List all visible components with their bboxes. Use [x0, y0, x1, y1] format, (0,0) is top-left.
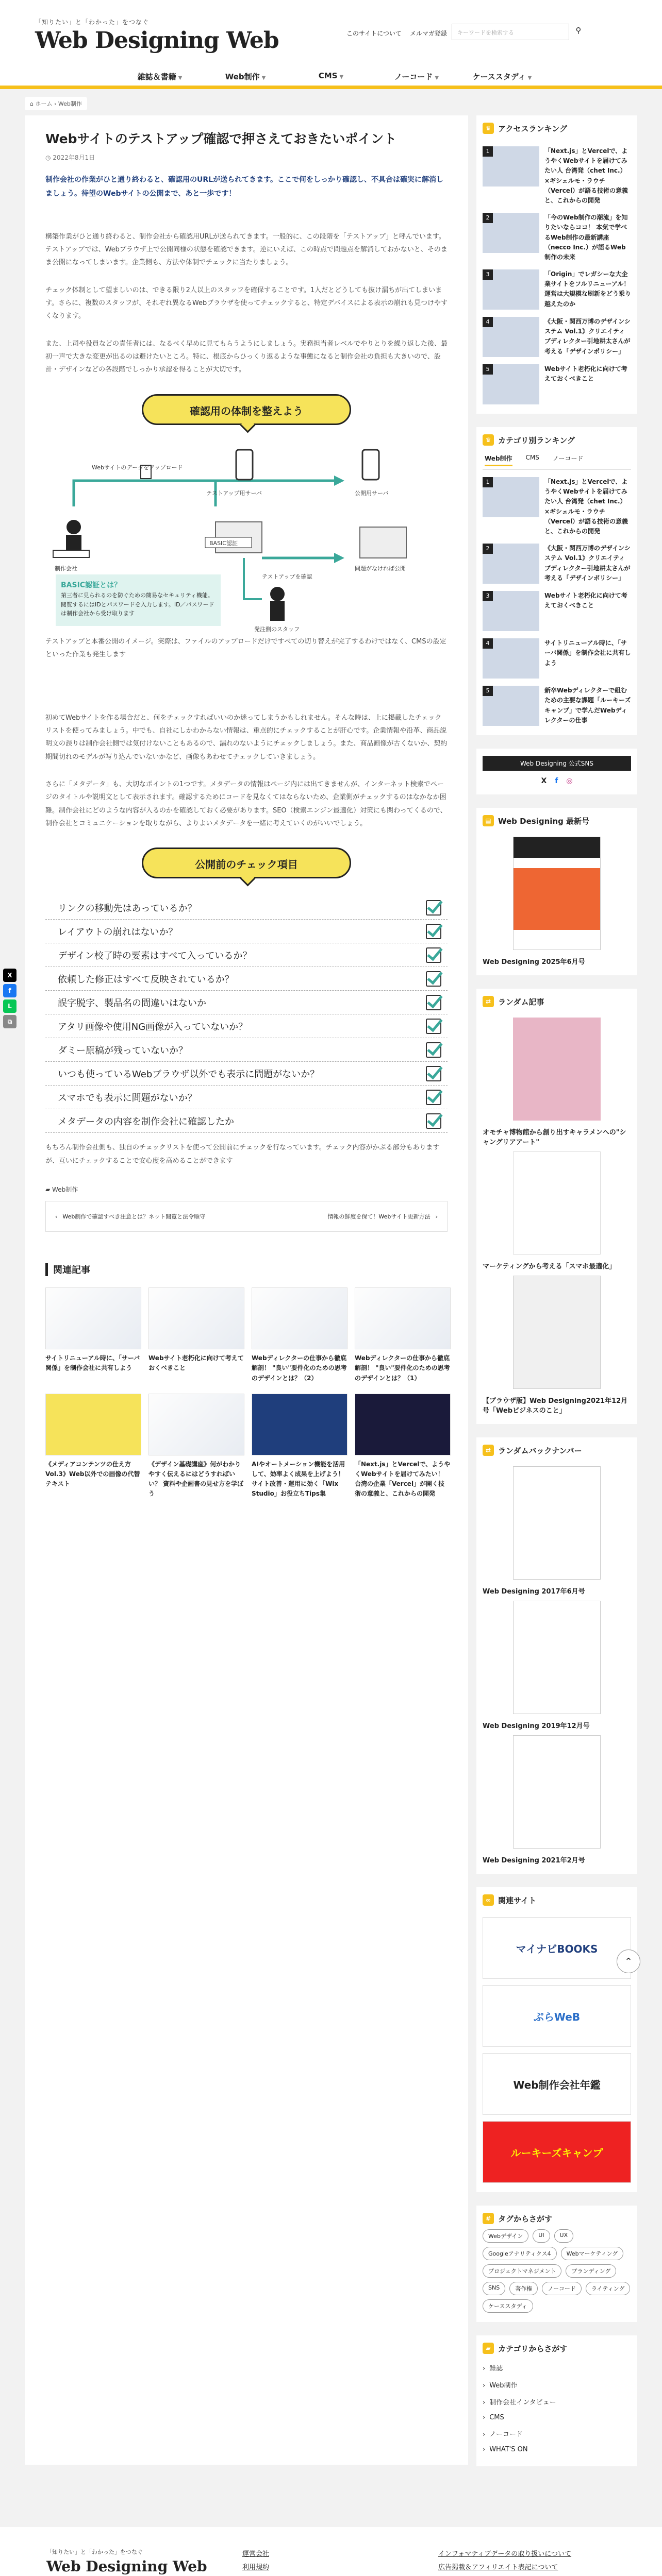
related-item[interactable] [355, 1287, 451, 1383]
tab-webdev[interactable]: Web制作 [485, 454, 512, 466]
magazine-cover[interactable] [513, 837, 601, 950]
related-thumbnail [148, 1394, 244, 1455]
instagram-icon[interactable]: ◎ [566, 777, 573, 786]
check-text: リンクの移動先はあっているか？ [58, 903, 197, 914]
nav-cms[interactable] [288, 68, 374, 88]
related-caption: Webディレクターの仕事から徹底解剖！ "良い"要件化のための思考のデザインとは？（1） [355, 1354, 450, 1382]
footer-link[interactable]: 広告掲載＆アフィリエイト表記について [438, 2564, 558, 2571]
tag-chip[interactable]: Webマーケティング [561, 2247, 624, 2260]
ranking-thumbnail [483, 269, 539, 310]
breadcrumb: ⌂ ホーム › Web制作 [25, 97, 87, 110]
sns-label: Web Designing 公式SNS [483, 756, 631, 771]
sns-icons [483, 777, 631, 785]
random-articles [476, 989, 637, 1424]
magazine-cover[interactable] [513, 1601, 601, 1714]
chevron-down-icon: ▼ [261, 75, 266, 81]
ranking-title: 「Next.js」とVercelで、ようやくWebサイトを届けてみたい人 台湾発（chet Inc.）×ギシェルモ・ラウチ（Vercel）が語る技術の意義と、これからの開発 [544, 478, 628, 535]
section-heading-pill: 確認用の体制を整えよう [142, 394, 351, 425]
rank-number: 1 [483, 477, 493, 487]
ranking-thumbnail [483, 477, 539, 517]
rank-number: 4 [483, 638, 493, 649]
prev-title: Web制作で確認すべき注意とは？ネット閲覧と法令順守 [62, 1213, 206, 1221]
paragraph: また、上司や役員などの責任者には、なるべく早めに見てもらうようにしましょう。実務担当者レベルでやりとりを繰り返した後、最初一声で大きな変更が出るのは避けたいところ。特に、根底からひっくり返るような事態になると制作会社の負担も大きいので、設計・デザインなどの各段階でしっかり承認を得ることが大切です。 [45, 340, 448, 374]
category-list [483, 2359, 631, 2457]
checkbox-checked-icon [426, 995, 441, 1010]
check-text: デザイン校了時の要素はすべて入っているか？ [58, 950, 252, 961]
footer-links-right [438, 2548, 571, 2576]
checklist-item [45, 1109, 448, 1133]
site-header [0, 0, 662, 81]
copy-link-icon[interactable]: ⧉ [3, 1015, 16, 1028]
partner-banner[interactable]: ルーキーズキャンプ [483, 2121, 631, 2183]
global-nav [0, 68, 662, 88]
ranking-title: 「今のWeb制作の潮流」を知りたいならココ！ 本気で学べるWeb制作の最新講座（necco Inc.）が語るWeb制作の未来 [544, 214, 628, 261]
paragraph: もちろん制作会社側も、独自のチェックリストを使って公開前にチェックを行なっています。チェック内容がかぶる部分もありますが、互いにチェックすることで安心度を高めることができます [45, 1144, 440, 1165]
label-public-server: 公開用サーバ [355, 489, 389, 497]
checkbox-checked-icon [426, 947, 441, 963]
category-tabs [483, 451, 631, 470]
random-backnumbers [476, 1437, 637, 1874]
checkbox-checked-icon [426, 1113, 441, 1129]
article-thumbnail[interactable] [513, 1276, 601, 1389]
x-share-icon[interactable]: X [3, 969, 16, 982]
chevron-down-icon: ▼ [435, 75, 439, 81]
crown-icon: ♛ [483, 123, 494, 134]
label-test-server: テストアップ用サーバ [206, 489, 262, 497]
nav-nocode[interactable] [374, 68, 459, 88]
check-text: スマホでも表示に問題がないか？ [58, 1092, 197, 1104]
book-icon: ▤ [483, 815, 494, 826]
chevron-down-icon: ▼ [178, 75, 183, 81]
category-tag [45, 1185, 448, 1194]
tab-cms[interactable]: CMS [525, 454, 539, 462]
related-caption: サイトリニューアル時に、「サーバ関係」を制作会社に共有しよう [45, 1354, 140, 1372]
tag-chip[interactable]: プロジェクトマネジメント [483, 2264, 561, 2278]
heading-text: カテゴリからさがす [498, 2344, 568, 2353]
check-text: 依頼した修正はすべて反映されているか？ [58, 974, 234, 985]
category-item[interactable]: › Web制作 [483, 2376, 631, 2393]
section-heading [483, 1445, 631, 1461]
checkbox-checked-icon [426, 1019, 441, 1034]
paragraph: チェック体制として望ましいのは、できる限り2人以上のスタッフを確保することです。1人だとどうしても抜け漏ちが出てしまいます。さらに、複数のスタッフが、それぞれ異なるWebブラウザを使ってチェックすると、特定デバイスによる表示の崩れも見つけやすくなります。 [45, 286, 448, 320]
logo-text[interactable]: Web Designing Web [35, 27, 279, 54]
chevron-up-icon: ⌃ [624, 1956, 633, 1967]
tag-chip[interactable]: ノーコード [542, 2282, 582, 2295]
category-item[interactable]: › CMS [483, 2410, 631, 2425]
ranking-title: 新卒Webディレクターで組むための主要な課題「ルーキーズキャンプ」で学んだWebディレクターの仕事 [544, 687, 631, 724]
checkbox-checked-icon [426, 1066, 441, 1081]
check-text: 誤字脱字、製品名の間違いはないか [58, 997, 206, 1009]
article-main [25, 115, 468, 2465]
ranking-thumbnail [483, 544, 539, 584]
magazine-caption[interactable]: Web Designing 2017年6月号 [483, 1588, 585, 1596]
check-text: アタリ画像や使用NG画像が入っていないか？ [58, 1021, 248, 1032]
label-company: 制作会社 [55, 565, 77, 572]
tag-chip[interactable]: UI [533, 2229, 550, 2243]
related-caption: 「Next.js」とVercelで、ようやくWebサイトを届けてみたい！ 台湾の企業「Vercel」が開く技術の意義と、これからの開発 [355, 1460, 451, 1498]
shuffle-icon: ⇄ [483, 1445, 494, 1456]
checklist-item [45, 896, 448, 920]
rank-number: 3 [483, 591, 493, 601]
heading-text: タグからさがす [498, 2214, 553, 2224]
paragraph: さらに「メタデータ」も、大切なポイントの1つです。メタデータの情報はページ内には出てきませんが、インターネット検索でページのタイトルや説明文として表示されます。確認するためにコードを見なくてはならないため、企業側がチェックするのはなかなか困難。制作会社にどのような内容が入るのかを確認しておく必要があります。SEO（検索エンジン最適化）対策にも関わってくるので、制作会社とコミュニケーションを取りながら、よりよいメタデータを一緒に考えていくのがいいでしょう。 [45, 781, 447, 828]
related-thumbnail [252, 1287, 347, 1349]
category-item[interactable]: › 雑誌 [483, 2359, 631, 2376]
breadcrumb-home[interactable]: ホーム [35, 100, 53, 107]
header-links [346, 29, 447, 38]
newsletter-link[interactable]: メルマガ登録 [409, 30, 447, 37]
checkbox-checked-icon [426, 971, 441, 987]
checkbox-checked-icon [426, 1042, 441, 1058]
category-link[interactable]: Web制作 [52, 1186, 78, 1194]
checklist-item [45, 1062, 448, 1086]
magazine-caption[interactable]: Web Designing 2025年6月号 [483, 958, 585, 967]
checkbox-checked-icon [426, 900, 441, 916]
access-ranking [476, 115, 637, 414]
check-text: ダミー原稿が残っていないか？ [58, 1045, 188, 1056]
paragraph: 構築作業がひと通り終わると、制作会社から確認用URLが送られてきます。一般的に、この段階を「テストアップ」と呼んでいます。テストアップでは、Webブラウザ上で公開同様の状態を確認できます。逆にいえば、この時点で問題点を解消しておかないと、そのまま公開になってしまいます。企業側も、方法や体制でチェックに当たりましょう。 [45, 232, 448, 267]
chevron-down-icon: ▼ [339, 74, 344, 80]
tag-chip[interactable]: UX [554, 2229, 574, 2243]
tag-search [476, 2206, 637, 2322]
related-caption: Webサイト老朽化に向けて考えておくべきこと [148, 1354, 244, 1372]
section-heading [483, 996, 631, 1012]
article-caption[interactable]: オモチャ博物館から創り出すキャラメンへの"シャングリアアート" [483, 1129, 626, 1147]
heading-text: アクセスランキング [498, 124, 568, 133]
site-footer [0, 2527, 662, 2576]
about-link[interactable]: このサイトについて [346, 30, 402, 37]
checklist-item [45, 967, 448, 991]
tag-chip[interactable]: ケーススタディ [483, 2299, 533, 2313]
tag-chip[interactable]: Webデザイン [483, 2229, 528, 2243]
magazine-cover[interactable] [513, 1735, 601, 1849]
chevron-right-icon: › [435, 1213, 438, 1220]
tag-icon: # [483, 2213, 494, 2224]
ranking-thumbnail [483, 591, 539, 631]
official-sns [476, 749, 637, 794]
related-caption: AIやオートメーション機能を活用して、効率よく成果を上げよう！ サイト改善・運用に効く「Wix Studio」お役立ちTips集 [252, 1460, 345, 1498]
ranking-item[interactable] [483, 317, 631, 357]
ranking-item[interactable] [483, 364, 631, 404]
checkbox-checked-icon [426, 924, 441, 939]
nav-label: CMS [318, 71, 338, 80]
ranking-item[interactable] [483, 146, 631, 206]
tag-cloud [483, 2229, 631, 2313]
ranking-thumbnail [483, 146, 539, 187]
related-caption: 《デザイン基礎講座》何がわかりやすく伝えるにはどうすればいい？ 資料や企画書の見せ方を学ぼう [148, 1460, 244, 1498]
nav-label: ノーコード [394, 72, 433, 81]
label-check: テストアップを確認 [262, 573, 312, 580]
ranking-title: 「Origin」でレガシーな大企業サイトをフルリニューアル！ 運営は大規模な刷新をどう乗り越えたのか [544, 270, 632, 308]
related-thumbnail [355, 1394, 451, 1455]
article-caption[interactable]: 【ブラウザ版】Web Designing2021年12月号「Webビジネスのこと」 [483, 1397, 628, 1415]
ranking-item[interactable] [483, 686, 631, 726]
category-search [476, 2335, 637, 2466]
section-heading [483, 1894, 631, 1911]
check-text: メタデータの内容を制作会社に確認したか [58, 1116, 234, 1127]
checklist-item [45, 1014, 448, 1038]
date-text: 2022年8月1日 [53, 154, 95, 161]
footer-link[interactable]: 運営会社 [242, 2550, 270, 2558]
checklist-item [45, 1086, 448, 1109]
nav-magazine[interactable] [117, 68, 203, 88]
footer-links-left [242, 2548, 329, 2576]
heading-text: 関連サイト [498, 1895, 536, 1905]
ranking-title: Webサイト老朽化に向けて考えておくべきこと [544, 365, 627, 383]
ranking-title: 「Next.js」とVercelで、ようやくWebサイトを届けてみたい人 台湾発（chet Inc.）×ギシェルモ・ラウチ（Vercel）が語る技術の意義と、これからの開発 [544, 147, 628, 204]
home-icon: ⌂ [30, 100, 36, 107]
heading-text: ランダム記事 [498, 997, 544, 1007]
page-title: Webサイトのテストアップ確認で押さえておきたいポイント [45, 131, 397, 146]
related-sites [476, 1887, 637, 2192]
partner-banner[interactable]: マイナビBOOKS [483, 1917, 631, 1979]
chevron-left-icon: ‹ [55, 1213, 58, 1220]
x-icon[interactable]: X [541, 777, 547, 786]
article-thumbnail[interactable] [513, 1151, 601, 1255]
section-heading [483, 2213, 631, 2229]
article-lead: 制作会社の作業がひと通り終わると、確認用のURLが送られてきます。ここで何をしっかり確認し、不具合は確実に解消しましょう。待望のWebサイトの公開まで、あと一歩です！ [45, 176, 443, 198]
category-item[interactable]: › WHAT'S ON [483, 2442, 631, 2457]
tag-chip[interactable]: SNS [483, 2282, 505, 2295]
accent-bar [0, 86, 662, 89]
checklist [45, 896, 448, 1133]
partner-banner[interactable]: ぷらWeB [483, 1985, 631, 2047]
chevron-down-icon: ▼ [527, 75, 532, 81]
category-item[interactable]: › ノーコード [483, 2425, 631, 2442]
partner-banner[interactable]: Web制作会社年鑑 [483, 2053, 631, 2115]
rank-number: 5 [483, 364, 493, 375]
ranking-title: 《大阪・関西万博のデザインシステム Vol.1》クリエイティブディレクター引地耕太さんが考える「デザインポリシー」 [544, 318, 631, 355]
related-thumbnail [45, 1394, 141, 1455]
rank-number: 5 [483, 686, 493, 696]
heading-text: カテゴリ別ランキング [498, 435, 575, 445]
ranking-thumbnail [483, 364, 539, 404]
related-item[interactable] [45, 1394, 141, 1499]
prev-article-link[interactable] [46, 1201, 214, 1231]
ranking-thumbnail [483, 317, 539, 357]
workflow-diagram [45, 429, 448, 697]
magazine-caption[interactable]: Web Designing 2019年12月号 [483, 1722, 590, 1731]
ranking-title: Webサイト老朽化に向けて考えておくべきこと [544, 592, 627, 609]
footer-logo-text: Web Designing Web [46, 2558, 207, 2575]
latest-issue [476, 808, 637, 975]
related-caption: Webディレクターの仕事から徹底解剖！ "良い"要件化のための思考のデザインとは？（2） [252, 1354, 347, 1382]
checklist-item [45, 991, 448, 1014]
sidebar [476, 115, 637, 2480]
section-heading [483, 123, 631, 139]
nav-label: ケーススタディ [472, 72, 526, 81]
category-item[interactable]: › 制作会社インタビュー [483, 2393, 631, 2410]
article-pager [45, 1201, 448, 1232]
facebook-icon[interactable]: f [555, 777, 558, 786]
logo-tagline: 「知りたい」と「わかった」をつなぐ [35, 19, 150, 26]
related-thumbnail [252, 1394, 347, 1455]
tag-chip[interactable]: Googleアナリティクス4 [483, 2247, 557, 2260]
checklist-item [45, 943, 448, 967]
publish-date [45, 153, 448, 162]
paragraph: 初めてWebサイトを作る場合だと、何をチェックすればいいのか迷ってしまうかもしれません。そんな時は、上に掲載したチェックリストを使ってみましょう。中でも、自社にしかわからない情報は、重点的にチェックすることが肝心です。企業情報や沿革、商品説明文の誤りは制作会社側では気付けないこともあるので、漏れのないようにチェックしましょう。また、商品画像が古くないか、契約期間切れのモデルが写り込んでいないかなど、画像もあわせてチェックしていきましょう。 [45, 714, 448, 761]
related-item[interactable] [45, 1287, 141, 1383]
link-icon: ∞ [483, 1894, 494, 1906]
folder-icon: ▰ [483, 2343, 494, 2354]
section-heading-pill: 公開前のチェック項目 [142, 848, 351, 878]
checklist-item [45, 920, 448, 943]
related-heading: 関連記事 [45, 1263, 448, 1276]
nav-label: Web制作 [225, 72, 260, 81]
related-thumbnail [355, 1287, 451, 1349]
note-title: BASIC認証とは？ [61, 581, 122, 589]
ranking-thumbnail [483, 213, 539, 253]
search-icon[interactable]: ⚲ [575, 26, 582, 35]
label-upload: Webサイトのデータをアップロード [92, 464, 183, 471]
label-basic-auth: BASIC認証 [209, 539, 238, 547]
rank-number: 3 [483, 269, 493, 280]
related-caption: 《メディアコンテンツの仕え方 Vol.3》Web以外での画像の代替テキスト [45, 1460, 140, 1488]
ranking-title: サイトリニューアル時に、「サーバ関係」を制作会社に共有しよう [544, 639, 631, 667]
share-bar [3, 969, 16, 1028]
checklist-item [45, 1038, 448, 1062]
tag-chip[interactable]: ライティング [586, 2282, 631, 2295]
related-grid [45, 1287, 451, 1499]
magazine-cover[interactable] [513, 1466, 601, 1580]
ranking-item[interactable] [483, 213, 631, 262]
related-item[interactable] [252, 1394, 347, 1499]
ranking-item[interactable] [483, 638, 631, 679]
clock-icon: ◷ [45, 154, 53, 161]
ranking-item[interactable] [483, 477, 631, 536]
related-thumbnail [148, 1287, 244, 1349]
ranking-thumbnail [483, 686, 539, 726]
footer-link[interactable]: 利用規約 [242, 2564, 270, 2571]
check-text: レイアウトの崩れはないか？ [58, 926, 178, 938]
crown-icon: ♛ [483, 434, 494, 446]
related-item[interactable] [252, 1287, 347, 1383]
diagram-caption: テストアップと本番公開のイメージ。実際は、ファイルのアップロードだけですべての切り替えが完了するわけではなく、CMSの設定といった作業も発生します [45, 637, 446, 659]
facebook-share-icon[interactable]: f [3, 984, 16, 997]
site-logo[interactable] [35, 18, 279, 54]
search-input[interactable]: キーワードを検索する [452, 24, 569, 40]
rank-number: 2 [483, 544, 493, 554]
label-publish-ok: 問題がなければ公開 [355, 565, 406, 572]
heading-text: ランダムバックナンバー [498, 1446, 582, 1455]
rank-number: 1 [483, 146, 493, 157]
ranking-thumbnail [483, 638, 539, 679]
heading-text: Web Designing 最新号 [498, 816, 590, 826]
next-article-link[interactable] [318, 1201, 447, 1231]
nav-label: 雑誌＆書籍 [137, 72, 176, 81]
rank-number: 4 [483, 317, 493, 327]
tag-chip[interactable]: 著作権 [509, 2282, 538, 2295]
line-share-icon[interactable]: L [3, 999, 16, 1013]
ranking-item[interactable] [483, 544, 631, 584]
related-item[interactable] [148, 1394, 244, 1499]
label-client: 発注側のスタッフ [254, 625, 300, 633]
tag-chip[interactable]: ブランディング [566, 2264, 616, 2278]
basic-auth-note [56, 574, 221, 626]
ranking-item[interactable] [483, 591, 631, 631]
section-heading [483, 815, 631, 832]
ranking-item[interactable] [483, 269, 631, 310]
magazine-caption[interactable]: Web Designing 2021年2月号 [483, 1857, 585, 1865]
shuffle-icon: ⇄ [483, 996, 494, 1007]
footer-link[interactable]: インフォマティブデータの取り扱いについて [438, 2550, 572, 2558]
article-thumbnail[interactable] [513, 1018, 601, 1121]
breadcrumb-category[interactable]: Web制作 [58, 100, 82, 107]
section-heading [483, 2343, 631, 2359]
footer-logo[interactable] [46, 2548, 207, 2576]
folder-icon: ▰ [45, 1186, 53, 1194]
rank-number: 2 [483, 213, 493, 223]
related-thumbnail [45, 1287, 141, 1349]
checkbox-checked-icon [426, 1090, 441, 1105]
category-ranking [476, 427, 637, 735]
article-caption[interactable]: マーケティングから考える「スマホ最適化」 [483, 1263, 616, 1271]
section-heading [483, 434, 631, 451]
check-text: いつも使っているWebブラウザ以外でも表示に問題がないか？ [58, 1069, 320, 1080]
nav-webdev[interactable] [203, 68, 288, 88]
next-title: 情報の鮮度を保て！Webサイト更新方法 [327, 1213, 431, 1221]
ranking-title: 《大阪・関西万博のデザインシステム Vol.1》クリエイティブディレクター引地耕太さんが考える「デザインポリシー」 [544, 545, 631, 582]
nav-casestudy[interactable] [459, 68, 545, 88]
related-item[interactable] [355, 1394, 451, 1499]
back-to-top-button[interactable] [617, 1950, 640, 1973]
note-body: 第三者に見られるのを防ぐための簡易なセキュリティ機能。閲覧するにはIDとパスワードを入力します。ID／パスワードは制作会社から受け取ります [61, 592, 214, 617]
tab-nocode[interactable]: ノーコード [552, 455, 584, 463]
footer-tagline: 「知りたい」と「わかった」をつなぐ [46, 2549, 143, 2555]
related-item[interactable] [148, 1287, 244, 1383]
